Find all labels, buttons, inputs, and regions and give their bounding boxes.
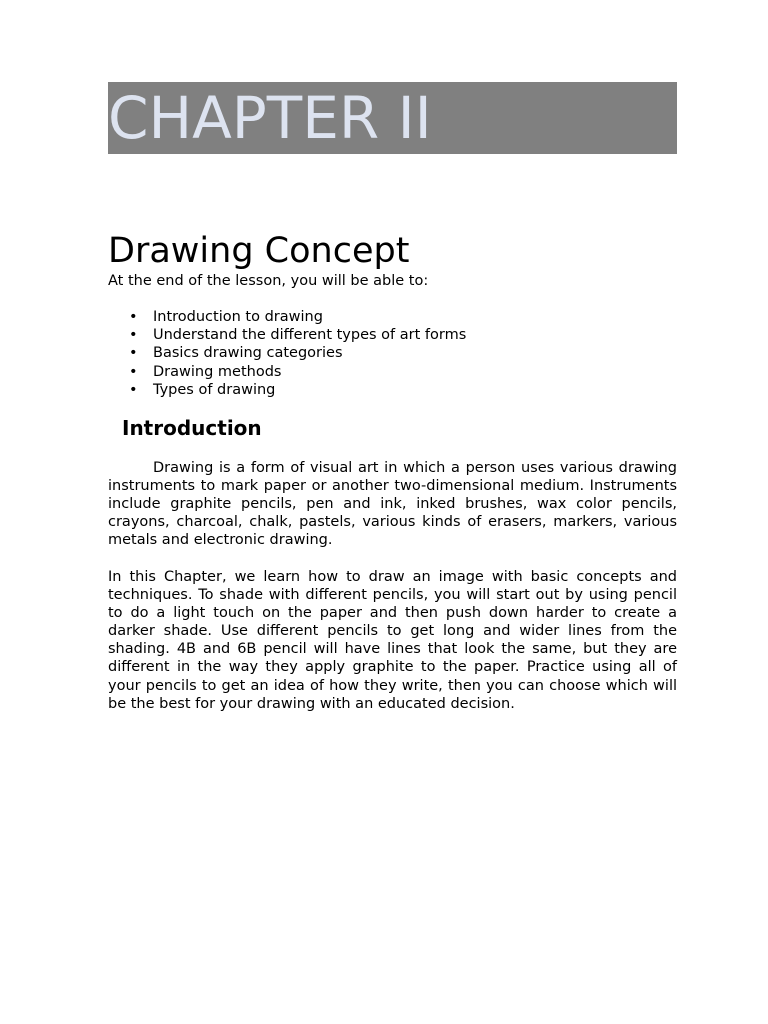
list-item: [108, 344, 466, 362]
list-item-text: Understand the different types of art forms: [153, 327, 467, 344]
list-item: [108, 308, 466, 326]
bullet-icon: •: [129, 363, 138, 380]
document-page: [108, 0, 677, 1024]
chapter-label: CHAPTER II: [108, 84, 432, 152]
list-item-text: Introduction to drawing: [153, 309, 323, 325]
list-item: [108, 363, 466, 381]
chapter-banner: [108, 82, 677, 154]
bullet-icon: •: [129, 327, 138, 344]
section-heading: Introduction: [122, 416, 262, 440]
list-item-text: Drawing methods: [153, 363, 282, 380]
bullet-icon: •: [129, 381, 138, 398]
list-item: [108, 381, 466, 399]
bullet-icon: •: [129, 345, 138, 362]
objectives-intro: At the end of the lesson, you will be able to:: [108, 273, 429, 289]
list-item-text: Types of drawing: [153, 381, 276, 398]
list-item-text: Basics drawing categories: [153, 345, 343, 362]
objectives-list: [108, 308, 466, 399]
body-paragraph: In this Chapter, we learn how to draw an image with basic concepts and techniques. To shade with different pencils, you will start out by using pencil to do a light touch on the paper and then push down harder to create a darker shade. Use different pencils to get long and wider lines from the shading. 4B and 6B pencil will have lines that look the same, but they are different in the way they apply graphite to the paper. Practice using all of your pencils to get an idea of how they write, then you can choose which will be the best for your drawing with an educated decision.: [108, 569, 677, 712]
body-paragraph: Drawing is a form of visual art in which a person uses various drawing instruments to mark paper or another two-dimensional medium. Instruments include graphite pencils, pen and ink, inked brushes, wax color pencils, crayons, charcoal, chalk, pastels, various kinds of erasers, markers, various metals and electronic drawing.: [108, 460, 677, 549]
page-title: Drawing Concept: [108, 231, 410, 271]
bullet-icon: •: [129, 309, 138, 325]
list-item: [108, 326, 466, 344]
